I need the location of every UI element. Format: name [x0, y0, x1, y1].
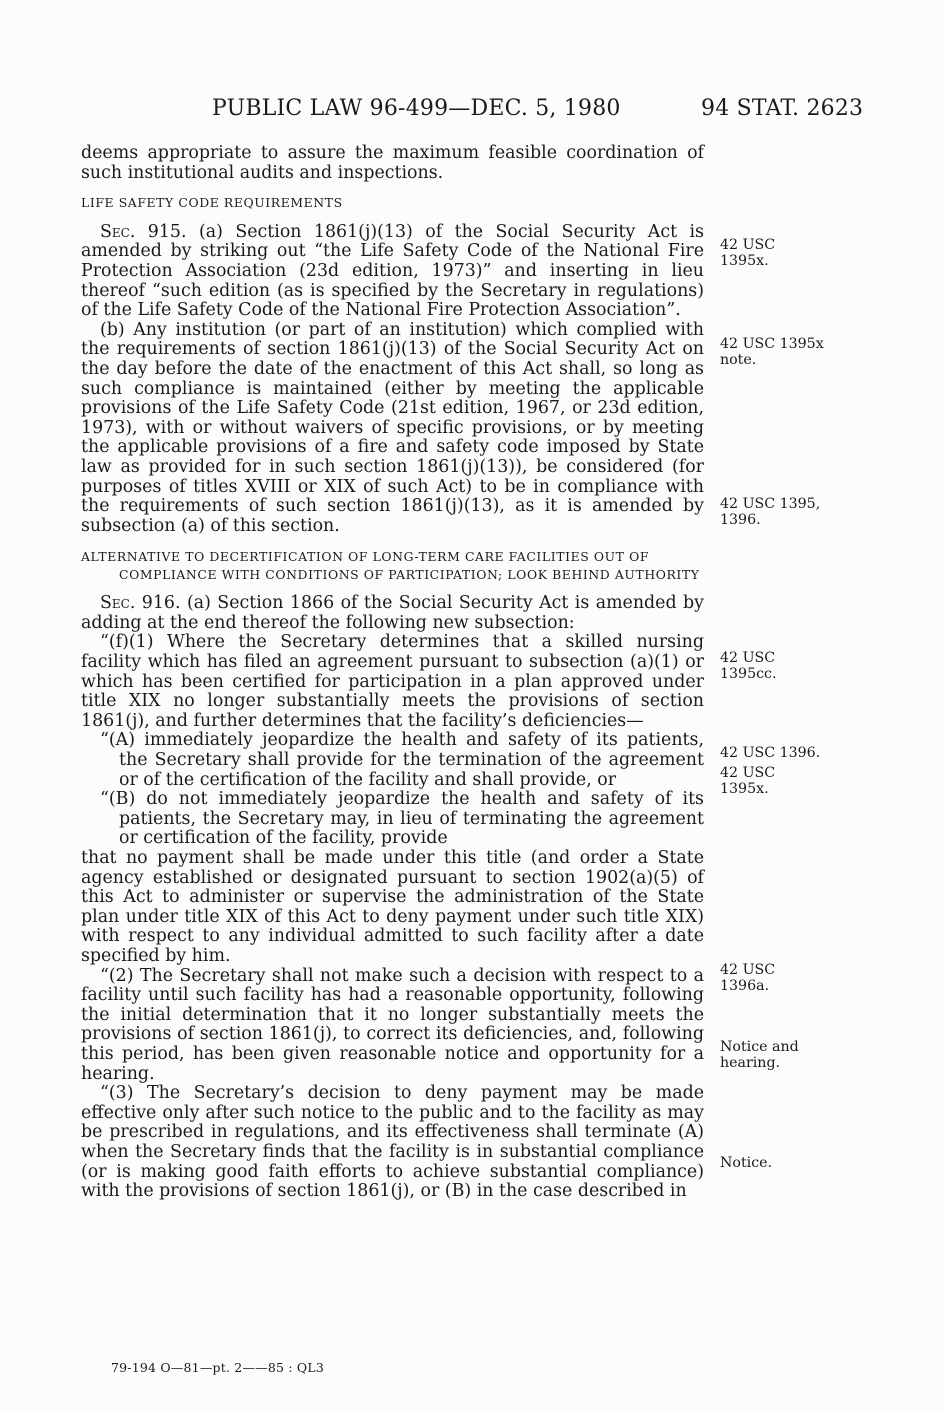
margin-note: 42 USC 1395cc.	[720, 650, 777, 682]
paragraph-sec-915-b: (b) Any institution (or part of an institution) which complied with the requirements of section 1861(j)(13) of the Social Security Act on the day before the date of the enactment of this Act shall, so long as such compliance is maintained (either by meeting the applicable provisions of the Life Safety Code (21st edition, 1967, or 23d edition, 1973), with or without waivers of specific provisions, or by meeting the applicable provisions of a fire and safety code imposed by State law as provided for in such section 1861(j)(13)), be considered (for purposes of titles XVIII or XIX of such Act) to be in compliance with the requirements of such section 1861(j)(13), as it is amended by subsection (a) of this section.	[81, 319, 704, 536]
margin-note: Notice.	[720, 1155, 773, 1171]
sec-916-a-text: (a) Section 1866 of the Social Security Act is amended by adding at the end thereof the following new subsection:	[81, 593, 704, 633]
margin-note: 42 USC 1395x.	[720, 765, 776, 797]
section-heading-alternative-decertification: ALTERNATIVE TO DECERTIFICATION OF LONG-TERM CARE FACILITIES OUT OF COMPLIANCE WITH CONDITIONS OF PARTICIPATION; LOOK BEHIND AUTHORITY	[81, 549, 700, 583]
paragraph-sec-916-a	[81, 594, 704, 633]
margin-note: Notice and hearing.	[720, 1039, 799, 1071]
paragraph-sec-915-a	[81, 223, 704, 321]
paragraph-continued: deems appropriate to assure the maximum feasible coordination of such institutional audits and inspections.	[81, 143, 704, 183]
margin-note: 42 USC 1396.	[720, 745, 821, 761]
margin-note: 42 USC 1395, 1396.	[720, 496, 821, 528]
margin-note: 42 USC 1395x note.	[720, 336, 824, 368]
section-label-916: Sec. 916.	[100, 593, 181, 614]
print-footer: 79-194 O—81—pt. 2——85 : QL3	[111, 1360, 325, 1375]
body-text	[81, 144, 704, 1202]
margin-note: 42 USC 1396a.	[720, 962, 776, 994]
paragraph-f2: “(2) The Secretary shall not make such a decision with respect to a facility until such facility has had a reasonable opportunity, following the initial determination that it no longer substantially meets the provisions of section 1861(j), to correct its deficiencies, and, following this period, has been given reasonable notice and opportunity for a hearing.	[81, 965, 704, 1084]
section-heading-life-safety: LIFE SAFETY CODE REQUIREMENTS	[81, 195, 343, 211]
margin-note: 42 USC 1395x.	[720, 237, 776, 269]
sec-915-a-text: (a) Section 1861(j)(13) of the Social Security Act is amended by striking out “the Life Safety Code of the National Fire Protection Association (23d edition, 1973)” and inserting in lieu thereof “such edition (as is specified by the Secretary in regulations) of the Life Safety Code of the National Fire Protection Association”.	[81, 221, 704, 321]
paragraph-f1-A: “(A) immediately jeopardize the health and safety of its patients, the Secretary shall provide for the termination of the agreement or of the certification of the facility and shall provide, or	[100, 730, 704, 790]
paragraph-f1-B: “(B) do not immediately jeopardize the health and safety of its patients, the Secretary may, in lieu of terminating the agreement or certification of the facility, provide	[100, 789, 704, 849]
running-header-stat-page: 94 STAT. 2623	[701, 96, 864, 121]
running-header-title: PUBLIC LAW 96-499—DEC. 5, 1980	[212, 96, 621, 121]
paragraph-f1: “(f)(1) Where the Secretary determines that a skilled nursing facility which has filed an agreement pursuant to subsection (a)(1) or which has been certified for participation in a plan approved under title XIX no longer substantially meets the provisions of section 1861(j), and further determines that the facility’s deficiencies—	[81, 632, 704, 731]
paragraph-f1-continuation: that no payment shall be made under this title (and order a State agency established or designated pursuant to section 1902(a)(5) of this Act to administer or supervise the administration of the State plan under title XIX of this Act to deny payment under such title XIX) with respect to any individual admitted to such facility after a date specified by him.	[81, 848, 704, 966]
section-label-915: Sec. 915.	[100, 221, 187, 242]
paragraph-f3: “(3) The Secretary’s decision to deny payment may be made effective only after such notice to the public and to the facility as may be prescribed in regulations, and its effectiveness shall terminate (A) when the Secretary finds that the facility is in substantial compliance (or is making good faith efforts to achieve substantial compliance) with the provisions of section 1861(j), or (B) in the case described in	[81, 1083, 704, 1202]
